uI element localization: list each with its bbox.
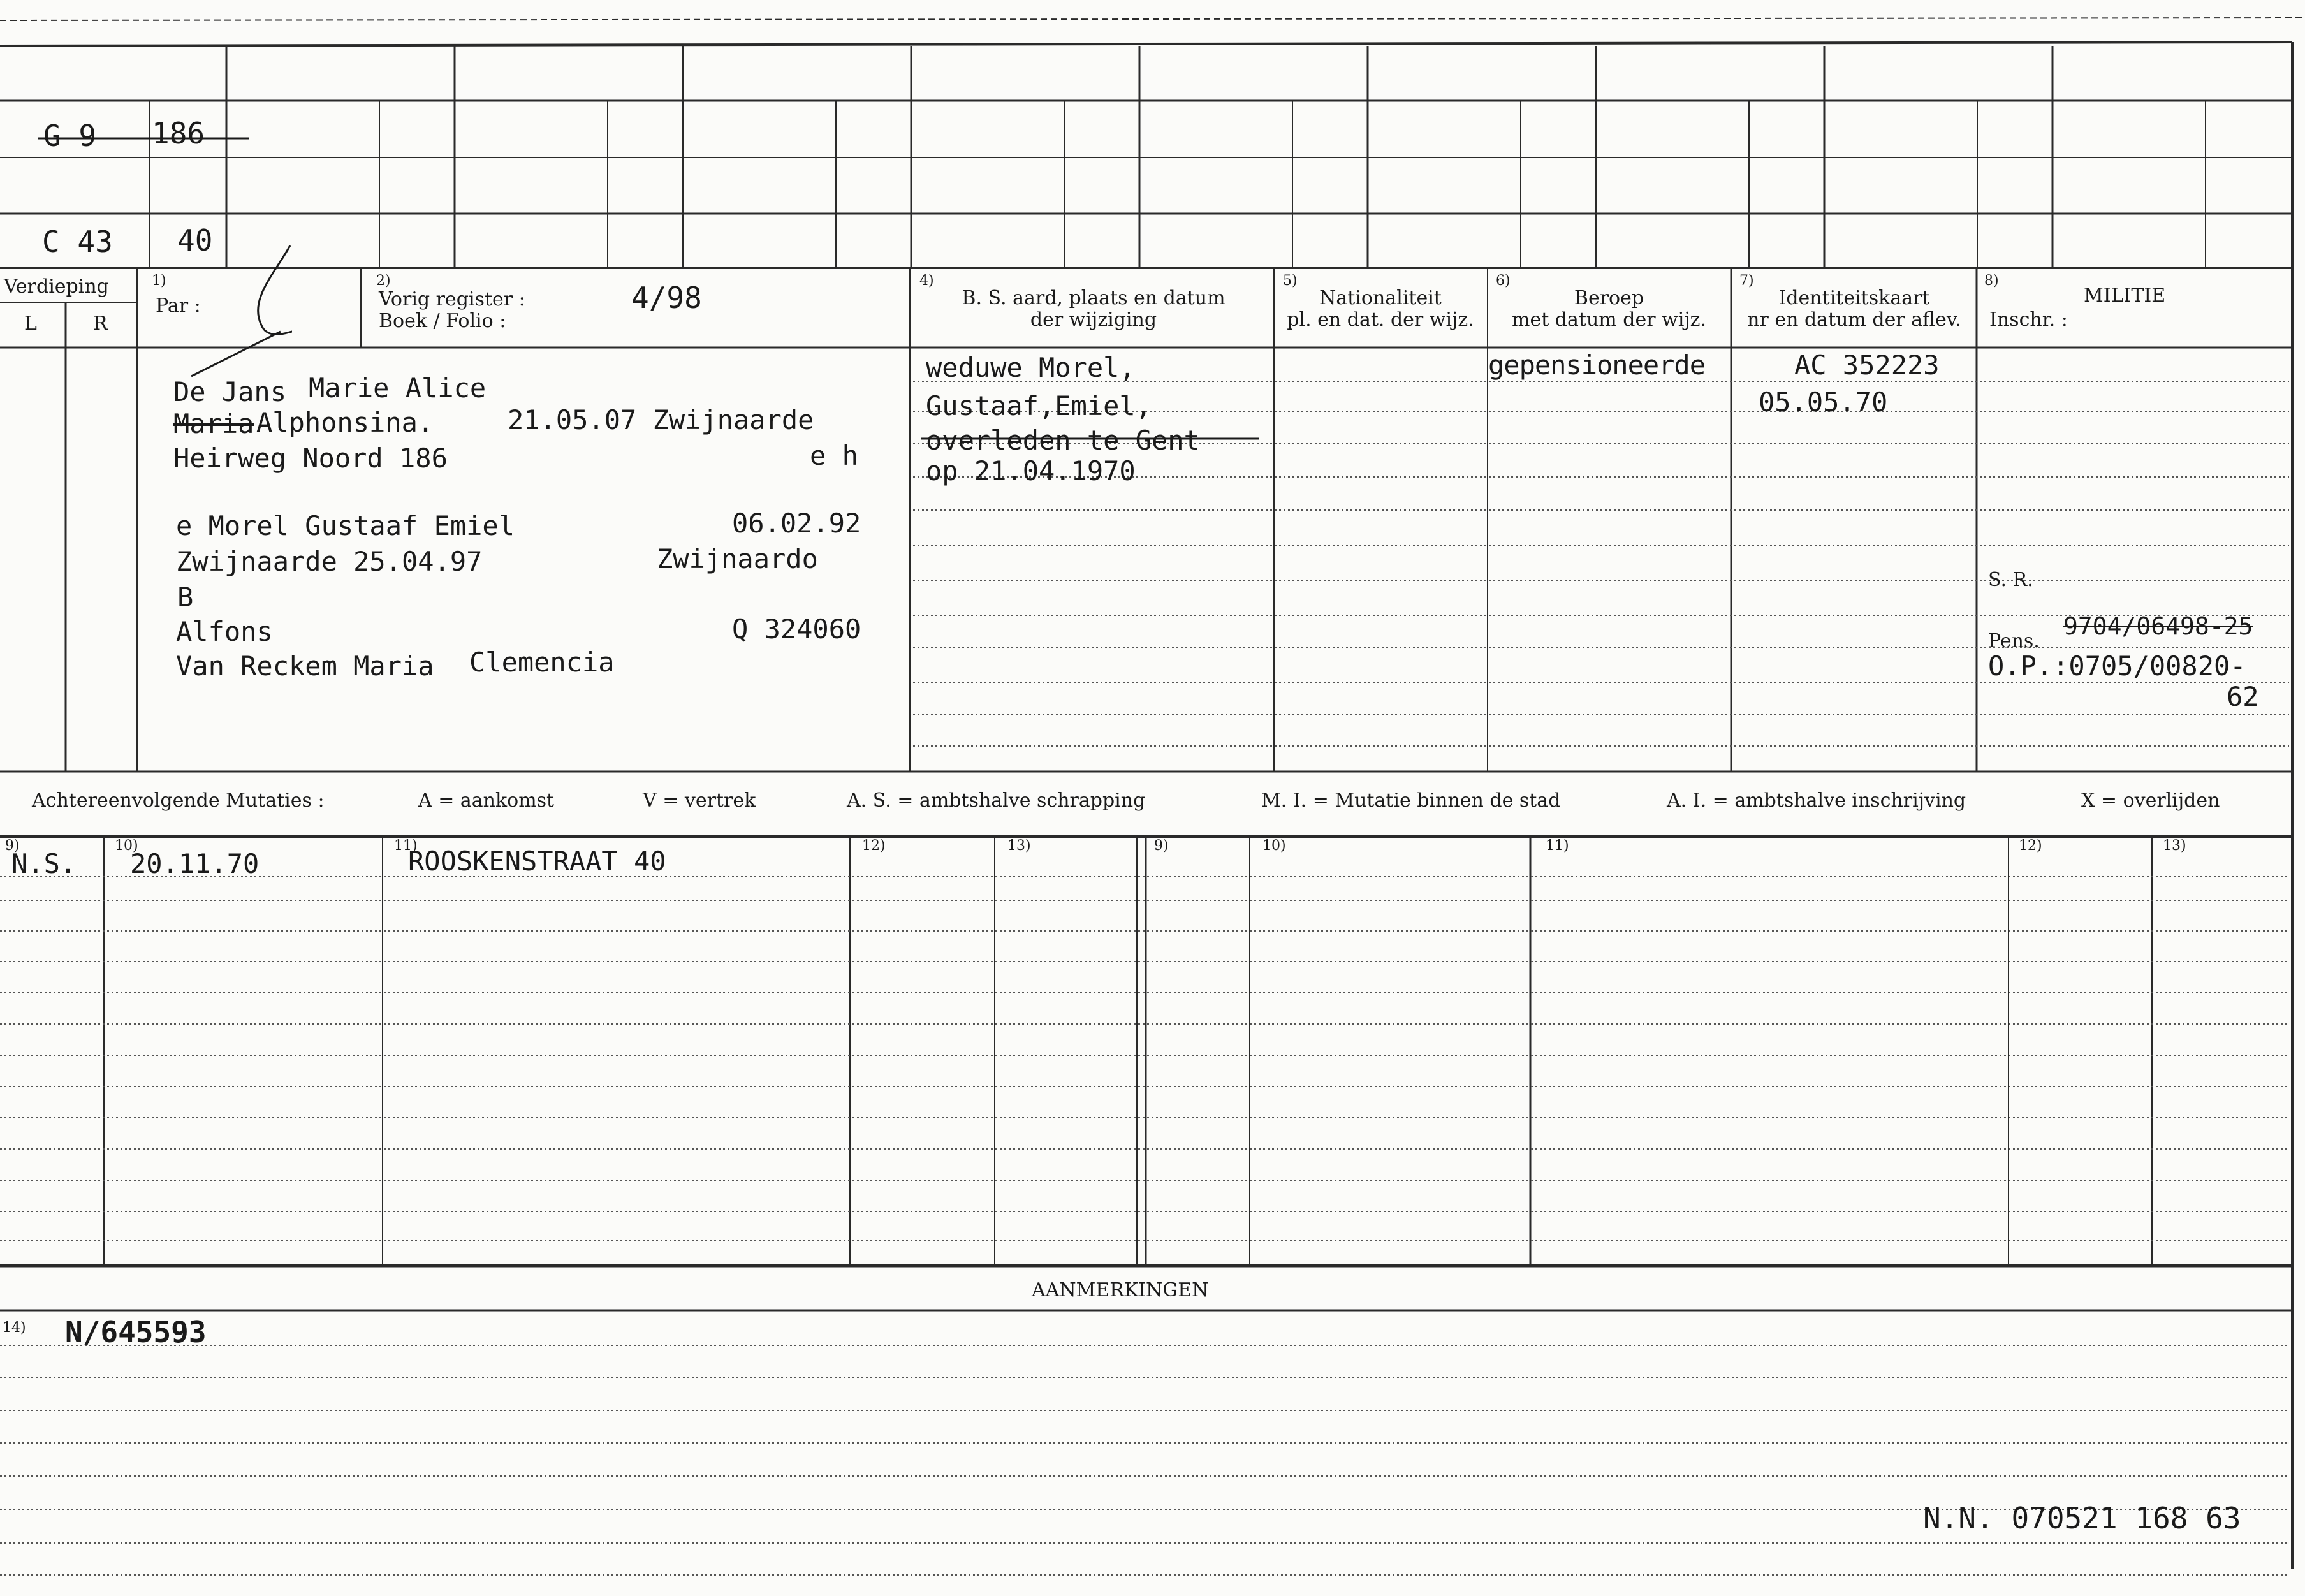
header-vorig-register: Vorig register : — [379, 288, 525, 311]
bs-entry-2: Gustaaf,Emiel, — [926, 390, 1152, 421]
national-number: N.N. 070521 168 63 — [1923, 1501, 2241, 1535]
pens-value: 9704/06498-25 — [2063, 612, 2253, 640]
legend-overlijden: X = overlijden — [2081, 789, 2220, 812]
id-card-date: 05.05.70 — [1759, 386, 1888, 418]
header-num7: 7) — [1739, 273, 1754, 289]
person-middle-name: Alphonsina. — [256, 407, 434, 438]
mut-col-11: 11) — [394, 838, 418, 854]
mut-col-12b: 12) — [2019, 838, 2042, 854]
header-nat-line1: Nationaliteit — [1319, 287, 1442, 309]
header-ber-line1: Beroep — [1574, 287, 1644, 309]
header-nat-line2: pl. en dat. der wijz. — [1287, 309, 1474, 331]
mutation-date: 20.11.70 — [130, 848, 260, 879]
header-bs-line2: der wijziging — [1030, 309, 1157, 331]
op-value-cont: 62 — [2227, 681, 2259, 712]
header-ber-line2: met datum der wijz. — [1512, 309, 1706, 331]
ref-left: C 43 — [42, 224, 113, 259]
header-par: Par : — [156, 295, 201, 317]
op-value: O.P.:0705/00820- — [1988, 650, 2246, 682]
person-struck-name: Maria — [173, 408, 254, 439]
vorig-register-value: 4/98 — [631, 281, 702, 315]
person-address: Heirweg Noord 186 — [173, 443, 448, 474]
mut-col-13: 13) — [1007, 838, 1031, 854]
mut-col-11b: 11) — [1546, 838, 1569, 854]
ref-right: 40 — [177, 223, 213, 258]
person-first-names: Marie Alice — [309, 372, 487, 404]
person-spouse: e Morel Gustaaf Emiel — [176, 510, 515, 541]
legend-aankomst: A = aankomst — [418, 789, 555, 812]
bs-entry-3: overleden te Gent — [926, 425, 1200, 456]
aanmerkingen-title: AANMERKINGEN — [1032, 1279, 1209, 1301]
header-bs-line1: B. S. aard, plaats en datum — [962, 287, 1226, 309]
old-ref-right: 186 — [152, 116, 205, 150]
header-num5: 5) — [1283, 273, 1298, 289]
header-id-line1: Identiteitskaart — [1778, 287, 1930, 309]
mut-col-10b: 10) — [1262, 838, 1286, 854]
mutaties-title: Achtereenvolgende Mutaties : — [32, 789, 325, 812]
header-militie: MILITIE — [2084, 284, 2166, 307]
person-spouse-date: 06.02.92 — [732, 508, 861, 539]
person-spouse-birth: Zwijnaarde 25.04.97 — [176, 546, 483, 577]
legend-ambtshalve-inschrijving: A. I. = ambtshalve inschrijving — [1667, 789, 1966, 812]
person-mother: Van Reckem Maria — [176, 650, 434, 682]
old-ref-left: G 9 — [43, 119, 97, 153]
bs-entry-4: op 21.04.1970 — [926, 455, 1136, 487]
mut-col-9: 9) — [5, 838, 20, 854]
header-num4: 4) — [919, 273, 934, 289]
legend-ambtshalve-schrapping: A. S. = ambtshalve schrapping — [847, 789, 1146, 812]
header-verdieping: Verdieping — [4, 275, 109, 298]
beroep-entry: gepensioneerde — [1488, 349, 1706, 381]
header-r: R — [93, 312, 108, 335]
mut-col-9b: 9) — [1154, 838, 1169, 854]
person-father: Alfons — [176, 616, 273, 647]
person-birth: 21.05.07 Zwijnaarde — [508, 404, 814, 436]
header-num1: 1) — [152, 273, 166, 289]
mutation-type: N.S. — [11, 848, 77, 879]
header-num2: 2) — [376, 273, 391, 289]
header-num8: 8) — [1984, 273, 1999, 289]
legend-vertrek: V = vertrek — [643, 789, 756, 812]
header-l: L — [24, 312, 37, 335]
header-inschr: Inschr. : — [1989, 309, 2068, 331]
person-mother-second: Clemencia — [469, 647, 615, 678]
person-surname: De Jans — [173, 376, 287, 407]
legend-mutatie-binnen: M. I. = Mutatie binnen de stad — [1261, 789, 1561, 812]
militie-pens: Pens. — [1988, 630, 2040, 652]
person-b: B — [177, 582, 194, 613]
militie-sr: S. R. — [1988, 569, 2033, 591]
bs-entry-1: weduwe Morel, — [926, 352, 1136, 383]
id-card-number: AC 352223 — [1794, 349, 1940, 381]
mut-col-12: 12) — [862, 838, 886, 854]
person-status: e h — [810, 440, 858, 471]
aanmerkingen-num: 14) — [3, 1320, 26, 1336]
mut-col-13b: 13) — [2163, 838, 2186, 854]
header-num6: 6) — [1496, 273, 1511, 289]
person-ref-number: Q 324060 — [732, 613, 861, 645]
header-boek-folio: Boek / Folio : — [379, 310, 506, 332]
aanmerkingen-value: N/645593 — [65, 1315, 207, 1349]
mutation-address: ROOSKENSTRAAT 40 — [408, 846, 666, 877]
person-spouse-place: Zwijnaardo — [657, 543, 818, 575]
mut-col-10: 10) — [115, 838, 138, 854]
header-id-line2: nr en datum der aflev. — [1747, 309, 1961, 331]
